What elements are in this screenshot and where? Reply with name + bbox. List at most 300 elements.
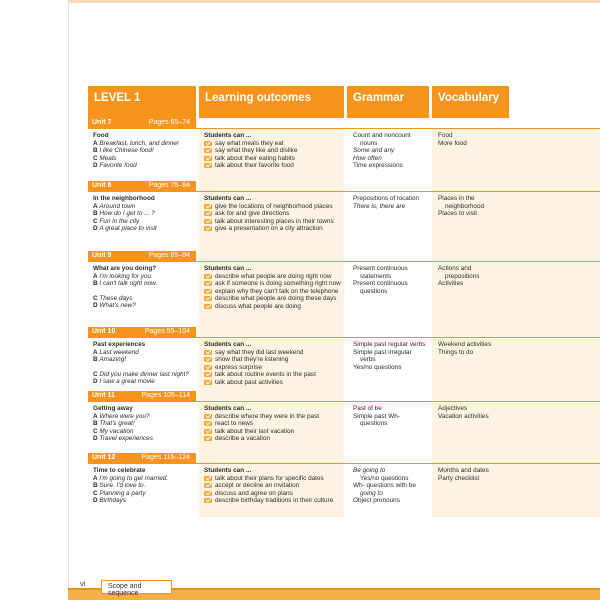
vocabulary-item: [438, 405, 528, 413]
lesson-title: Fun in the city: [99, 217, 140, 225]
learning-outcome-text: describe birthday traditions in their culture: [215, 497, 334, 505]
learning-outcome-item: [204, 147, 344, 155]
unit-label: Unit 7: [92, 119, 112, 126]
vocabulary-text: Actions and: [438, 265, 472, 272]
unit-bar: [88, 327, 196, 337]
grammar-item: [353, 265, 431, 273]
checkbox-checked-icon: [204, 219, 212, 224]
vocabulary-text: prepositions: [445, 272, 480, 280]
lesson-item: [93, 210, 197, 218]
lesson-title: I'm going to get married.: [99, 474, 169, 482]
unit-topic-cell: [93, 341, 197, 386]
vocabulary-item: [438, 203, 528, 211]
unit-title: Time to celebrate: [93, 467, 146, 474]
lesson-item: [93, 482, 197, 490]
vocabulary-text: Party checklist: [438, 474, 480, 482]
grammar-item: [353, 413, 431, 421]
learning-outcome-text: talk about routine events in the past: [215, 371, 316, 379]
learning-outcome-item: [204, 490, 344, 498]
grammar-text: verbs: [360, 356, 376, 364]
vocabulary-item: [438, 475, 528, 483]
grammar-cell: [353, 341, 431, 371]
vocabulary-text: Vacation activities: [438, 412, 489, 420]
outcomes-column-bg: [199, 129, 344, 517]
section-label: Scope and sequence: [108, 583, 142, 597]
vocabulary-text: Months and dates: [438, 467, 489, 474]
learning-outcome-item: [204, 295, 344, 303]
unit-bar: [88, 251, 196, 261]
checkbox-checked-icon: [204, 281, 212, 286]
learning-outcome-text: discuss what people are doing: [215, 302, 301, 310]
lesson-title: Meals: [99, 154, 117, 162]
grammar-text: Simple past Wh-: [353, 412, 400, 420]
unit-rule: [88, 401, 600, 402]
lesson-letter: A: [93, 139, 98, 147]
page-top-edge: [68, 0, 600, 3]
checkbox-checked-icon: [204, 498, 212, 503]
unit-bar: [88, 181, 196, 191]
lesson-item: [93, 273, 197, 281]
vocabulary-item: [438, 349, 528, 357]
learning-outcome-item: [204, 210, 344, 218]
vocabulary-cell: [438, 467, 528, 482]
grammar-text: Prepositions of location: [353, 195, 420, 202]
vocabulary-text: Places in the: [438, 195, 475, 202]
learning-outcome-item: [204, 273, 344, 281]
lesson-title: Breakfast, lunch, and dinner: [99, 139, 179, 147]
unit-topic-cell: [93, 195, 197, 233]
grammar-item: [353, 341, 431, 349]
grammar-text: questions: [360, 420, 388, 428]
unit-pages: Pages 65–74: [148, 119, 190, 126]
grammar-text: statements: [360, 272, 392, 280]
grammar-title: Grammar: [353, 92, 405, 104]
lesson-title: My vacation: [99, 427, 134, 435]
grammar-item: [353, 140, 431, 148]
learning-outcome-text: say what they did last weekend: [215, 348, 304, 356]
lesson-item: [93, 413, 197, 421]
vocabulary-cell: [438, 132, 528, 147]
learning-outcome-item: [204, 482, 344, 490]
checkbox-checked-icon: [204, 357, 212, 362]
learning-outcome-text: describe what people are doing these days: [215, 295, 337, 303]
grammar-text: Yes/no questions: [360, 474, 409, 482]
unit-topic-cell: [93, 265, 197, 310]
grammar-item: [353, 467, 431, 475]
vocabulary-text: Food: [438, 132, 453, 139]
grammar-text: Be going to: [353, 467, 386, 474]
learning-outcome-text: describe a vacation: [215, 435, 271, 443]
learning-outcome-item: [204, 475, 344, 483]
grammar-text: Time expressions: [353, 162, 403, 170]
unit-bar: [88, 391, 196, 401]
lesson-item: [93, 295, 197, 303]
lesson-item: [93, 140, 197, 148]
unit-title: What are you doing?: [93, 265, 157, 272]
grammar-text: Some and any: [353, 147, 395, 155]
checkbox-checked-icon: [204, 296, 212, 301]
learning-outcome-text: describe where they were in the past: [215, 412, 320, 420]
vocabulary-text: Places to visit: [438, 210, 478, 218]
vocabulary-cell: [438, 195, 528, 218]
lesson-item: [93, 475, 197, 483]
grammar-item: [353, 364, 431, 372]
unit-topic-cell: [93, 467, 197, 505]
learning-outcome-text: express surprise: [215, 363, 262, 371]
unit-pages: Pages 85–94: [148, 252, 190, 259]
unit-bar: [88, 118, 196, 128]
learning-outcome-item: [204, 155, 344, 163]
grammar-text: Simple past irregular: [353, 348, 412, 356]
grammar-item: [353, 482, 431, 490]
checkbox-checked-icon: [204, 436, 212, 441]
grammar-text: Yes/no questions: [353, 363, 402, 371]
lesson-letter: C: [93, 427, 98, 435]
lesson-title: Sure. I'd love to.: [99, 482, 146, 490]
lesson-item: [93, 356, 197, 364]
checkbox-checked-icon: [204, 476, 212, 481]
checkbox-checked-icon: [204, 372, 212, 377]
vocabulary-item: [438, 467, 528, 475]
learning-outcome-text: describe what people are doing right now: [215, 272, 332, 280]
grammar-item: [353, 203, 431, 211]
unit-topic-cell: [93, 132, 197, 170]
unit-rule: [88, 128, 600, 129]
learning-outcome-item: [204, 162, 344, 170]
grammar-item: [353, 497, 431, 505]
grammar-text: Count and noncount: [353, 132, 411, 139]
lesson-title: I can't talk right now.: [99, 280, 158, 288]
lesson-title: Planning a party: [99, 489, 146, 497]
lesson-letter: D: [93, 225, 98, 233]
checkbox-checked-icon: [204, 274, 212, 279]
lesson-item: [93, 162, 197, 170]
grammar-item: [353, 162, 431, 170]
checkbox-checked-icon: [204, 289, 212, 294]
lesson-gap: [93, 364, 197, 371]
lesson-letter: A: [93, 474, 98, 482]
vocabulary-item: [438, 273, 528, 281]
learning-outcome-item: [204, 280, 344, 288]
grammar-text: going to: [360, 489, 383, 497]
lesson-letter: C: [93, 154, 98, 162]
grammar-text: Wh- questions with be: [353, 482, 416, 490]
lesson-item: [93, 428, 197, 436]
learning-outcome-item: [204, 140, 344, 148]
checkbox-checked-icon: [204, 304, 212, 309]
learning-outcome-item: [204, 420, 344, 428]
lesson-letter: B: [93, 356, 98, 364]
grammar-item: [353, 356, 431, 364]
unit-pages: Pages 105–114: [141, 392, 190, 399]
vocabulary-item: [438, 280, 528, 288]
learning-outcome-item: [204, 435, 344, 443]
checkbox-checked-icon: [204, 204, 212, 209]
checkbox-checked-icon: [204, 141, 212, 146]
learning-outcomes-cell: [204, 265, 344, 311]
section-tab: [101, 580, 172, 597]
grammar-cell: [353, 405, 431, 428]
grammar-item: [353, 132, 431, 140]
grammar-item: [353, 349, 431, 357]
learning-outcome-item: [204, 497, 344, 505]
lesson-letter: B: [93, 210, 98, 218]
checkbox-checked-icon: [204, 414, 212, 419]
grammar-cell: [353, 467, 431, 505]
lesson-item: [93, 225, 197, 233]
grammar-text: Simple past regular verbs: [353, 341, 426, 348]
vocabulary-text: Weekend activities: [438, 341, 492, 348]
lesson-letter: A: [93, 202, 98, 210]
grammar-text: Past of be: [353, 405, 382, 412]
unit-bar: [88, 453, 196, 463]
lesson-letter: D: [93, 302, 98, 310]
checkbox-checked-icon: [204, 211, 212, 216]
lesson-title: Last weekend: [99, 348, 139, 356]
grammar-item: [353, 155, 431, 163]
header-grammar: [347, 86, 429, 118]
vocabulary-item: [438, 341, 528, 349]
lesson-letter: B: [93, 147, 98, 155]
lesson-letter: C: [93, 370, 98, 378]
checkbox-checked-icon: [204, 380, 212, 385]
vocabulary-cell: [438, 265, 528, 288]
grammar-text: Object pronouns: [353, 497, 400, 505]
learning-outcome-text: talk about their last vacation: [215, 427, 295, 435]
lesson-letter: D: [93, 497, 98, 505]
learning-outcome-item: [204, 288, 344, 296]
unit-title: In the neighborhood: [93, 195, 155, 202]
learning-outcome-text: react to news: [215, 420, 254, 428]
checkbox-checked-icon: [204, 226, 212, 231]
grammar-item: [353, 288, 431, 296]
level-title: LEVEL 1: [94, 92, 141, 104]
lesson-title: I saw a great movie: [99, 378, 155, 386]
learning-outcomes-cell: [204, 132, 344, 170]
unit-label: Unit 12: [92, 454, 116, 461]
lesson-title: How do I get to ... ?: [99, 210, 155, 218]
vocabulary-cell: [438, 405, 528, 420]
learning-outcome-item: [204, 225, 344, 233]
vocabulary-text: Activities: [438, 280, 464, 288]
vocabulary-text: neighborhood: [445, 202, 485, 210]
vocabulary-text: Things to do: [438, 348, 474, 356]
header-level: [88, 86, 196, 118]
students-can-label: Students can ...: [204, 405, 252, 412]
grammar-cell: [353, 132, 431, 170]
learning-outcomes-title: Learning outcomes: [205, 92, 312, 104]
lesson-title: A great place to visit: [99, 225, 157, 233]
vocabulary-text: Adjectives: [438, 405, 468, 412]
header-vocabulary: [432, 86, 509, 118]
lesson-title: That's great!: [99, 420, 135, 428]
learning-outcome-text: talk about their plans for specific dates: [215, 474, 324, 482]
unit-pages: Pages 75–84: [148, 182, 190, 189]
lesson-gap: [93, 288, 197, 295]
grammar-item: [353, 420, 431, 428]
grammar-text: There is, there are: [353, 202, 406, 210]
unit-title: Past experiences: [93, 341, 146, 348]
unit-pages: Pages 115–124: [141, 454, 190, 461]
lesson-item: [93, 155, 197, 163]
learning-outcome-item: [204, 203, 344, 211]
learning-outcome-text: talk about past activities: [215, 378, 283, 386]
grammar-item: [353, 405, 431, 413]
lesson-item: [93, 218, 197, 226]
lesson-letter: D: [93, 378, 98, 386]
lesson-title: Where were you?: [99, 412, 150, 420]
lesson-item: [93, 435, 197, 443]
grammar-text: nouns: [360, 139, 378, 147]
grammar-item: [353, 475, 431, 483]
lesson-item: [93, 147, 197, 155]
lesson-letter: C: [93, 217, 98, 225]
lesson-title: Birthdays: [99, 497, 127, 505]
lesson-item: [93, 280, 197, 288]
header-learning-outcomes: [199, 86, 344, 118]
learning-outcomes-cell: [204, 195, 344, 233]
checkbox-checked-icon: [204, 148, 212, 153]
vocabulary-item: [438, 140, 528, 148]
grammar-item: [353, 280, 431, 288]
lesson-title: I like Chinese food!: [99, 147, 154, 155]
learning-outcome-text: give a presentation on a city attraction: [215, 225, 323, 233]
unit-label: Unit 10: [92, 328, 116, 335]
unit-rule: [88, 463, 600, 464]
grammar-item: [353, 195, 431, 203]
lesson-letter: B: [93, 280, 98, 288]
learning-outcome-text: discuss and agree on plans: [215, 489, 293, 497]
unit-title: Getting away: [93, 405, 133, 412]
lesson-item: [93, 378, 197, 386]
learning-outcome-text: talk about their favorite food: [215, 162, 294, 170]
grammar-text: questions: [360, 287, 388, 295]
lesson-item: [93, 490, 197, 498]
lesson-title: Did you make dinner last night?: [99, 370, 189, 378]
vocabulary-item: [438, 413, 528, 421]
grammar-item: [353, 490, 431, 498]
learning-outcome-text: accept or decline an invitation: [215, 482, 300, 490]
learning-outcome-text: say what they like and dislike: [215, 147, 298, 155]
lesson-letter: C: [93, 489, 98, 497]
grammar-cell: [353, 195, 431, 210]
lesson-title: Travel experiences: [99, 435, 153, 443]
unit-label: Unit 11: [92, 392, 115, 399]
students-can-label: Students can ...: [204, 195, 252, 202]
lesson-item: [93, 497, 197, 505]
learning-outcome-item: [204, 428, 344, 436]
vocabulary-item: [438, 210, 528, 218]
unit-rule: [88, 337, 600, 338]
learning-outcome-item: [204, 349, 344, 357]
learning-outcomes-cell: [204, 467, 344, 505]
checkbox-checked-icon: [204, 156, 212, 161]
students-can-label: Students can ...: [204, 132, 252, 139]
lesson-item: [93, 420, 197, 428]
vocabulary-item: [438, 265, 528, 273]
students-can-label: Students can ...: [204, 467, 252, 474]
checkbox-checked-icon: [204, 429, 212, 434]
page-number: vi: [80, 579, 86, 588]
learning-outcome-text: say what meals they eat: [215, 139, 284, 147]
vocabulary-cell: [438, 341, 528, 356]
checkbox-checked-icon: [204, 491, 212, 496]
unit-rule: [88, 261, 600, 262]
unit-title: Food: [93, 132, 109, 139]
learning-outcome-item: [204, 413, 344, 421]
lesson-title: Amazing!: [99, 356, 127, 364]
lesson-letter: C: [93, 294, 98, 302]
vocabulary-column-bg: [432, 129, 600, 517]
learning-outcome-text: ask for and give directions: [215, 210, 290, 218]
learning-outcome-item: [204, 356, 344, 364]
learning-outcome-text: talk about their eating habits: [215, 154, 295, 162]
unit-pages: Pages 95–104: [144, 328, 190, 335]
checkbox-checked-icon: [204, 483, 212, 488]
lesson-letter: B: [93, 482, 98, 490]
learning-outcome-text: ask if someone is doing something right now: [215, 280, 341, 288]
lesson-letter: D: [93, 162, 98, 170]
lesson-title: Around town: [99, 202, 136, 210]
vocabulary-title: Vocabulary: [438, 92, 500, 104]
lesson-title: Favorite food: [99, 162, 137, 170]
grammar-text: Present continuous: [353, 280, 408, 288]
vocabulary-text: More food: [438, 139, 467, 147]
lesson-title: These days: [99, 294, 133, 302]
lesson-letter: B: [93, 420, 98, 428]
unit-label: Unit 9: [92, 252, 112, 259]
grammar-item: [353, 147, 431, 155]
unit-label: Unit 8: [92, 182, 112, 189]
students-can-label: Students can ...: [204, 341, 252, 348]
lesson-item: [93, 349, 197, 357]
learning-outcome-item: [204, 303, 344, 311]
checkbox-checked-icon: [204, 421, 212, 426]
learning-outcomes-cell: [204, 405, 344, 443]
lesson-item: [93, 302, 197, 310]
learning-outcome-item: [204, 218, 344, 226]
learning-outcome-text: give the locations of neighborhood places: [215, 202, 333, 210]
learning-outcome-text: explain why they can't talk on the telephone: [215, 287, 339, 295]
grammar-item: [353, 273, 431, 281]
checkbox-checked-icon: [204, 163, 212, 168]
grammar-cell: [353, 265, 431, 295]
learning-outcomes-cell: [204, 341, 344, 387]
learning-outcome-item: [204, 364, 344, 372]
checkbox-checked-icon: [204, 350, 212, 355]
learning-outcome-item: [204, 379, 344, 387]
vocabulary-item: [438, 132, 528, 140]
lesson-letter: A: [93, 412, 98, 420]
lesson-letter: D: [93, 435, 98, 443]
grammar-text: Present continuous: [353, 265, 408, 272]
checkbox-checked-icon: [204, 365, 212, 370]
students-can-label: Students can ...: [204, 265, 252, 272]
vocabulary-item: [438, 195, 528, 203]
unit-rule: [88, 191, 600, 192]
lesson-item: [93, 371, 197, 379]
lesson-title: I'm looking for you.: [99, 272, 153, 280]
lesson-title: What's new?: [99, 302, 136, 310]
learning-outcome-text: talk about interesting places in their towns: [215, 217, 334, 225]
learning-outcome-text: show that they're listening: [215, 356, 289, 364]
unit-topic-cell: [93, 405, 197, 443]
learning-outcome-item: [204, 371, 344, 379]
lesson-letter: A: [93, 272, 98, 280]
lesson-item: [93, 203, 197, 211]
grammar-text: How often: [353, 154, 382, 162]
lesson-letter: A: [93, 348, 98, 356]
